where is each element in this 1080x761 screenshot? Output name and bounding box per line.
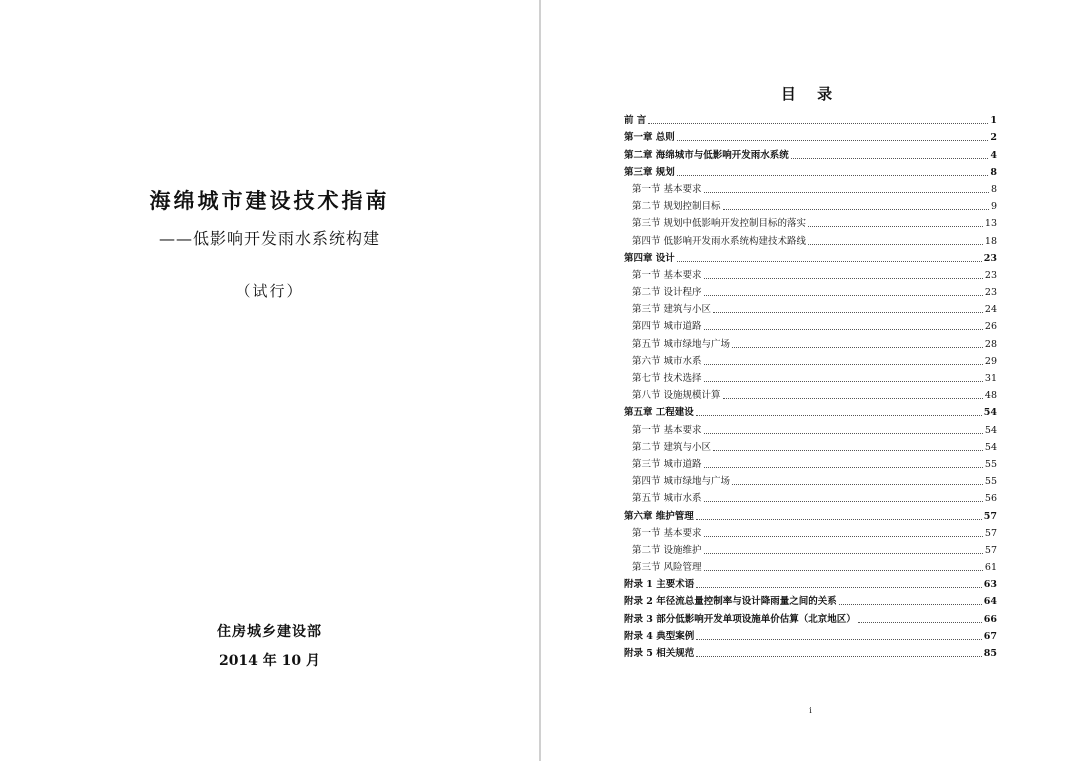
toc-entry-page-number: 56	[984, 493, 997, 505]
cover-title: 海绵城市建设技术指南	[149, 188, 390, 213]
toc-dot-leader	[704, 278, 983, 279]
toc-entry-page-number: 55	[984, 458, 997, 470]
toc-section-entry[interactable]	[624, 212, 997, 229]
toc-dot-leader	[704, 536, 983, 537]
toc-section-entry[interactable]	[624, 436, 997, 453]
toc-chapter-entry[interactable]	[624, 109, 997, 126]
toc-section-entry[interactable]	[624, 229, 997, 246]
toc-chapter-entry[interactable]	[624, 161, 997, 178]
toc-entry-label: 前 言	[624, 115, 647, 127]
toc-entry-label: 附录 3 部分低影响开发单项设施单价估算（北京地区）	[624, 613, 856, 625]
toc-entry-label: 第三节 城市道路	[632, 458, 702, 470]
toc-section-entry[interactable]	[624, 367, 997, 384]
toc-entry-label: 第四节 城市道路	[632, 321, 702, 333]
toc-dot-leader	[704, 433, 983, 434]
toc-dot-leader	[696, 587, 982, 588]
toc-chapter-entry[interactable]	[624, 607, 997, 624]
page-number: i	[809, 706, 812, 715]
toc-dot-leader	[696, 639, 982, 640]
toc-dot-leader	[704, 329, 983, 330]
toc-entry-page-number: 61	[984, 562, 997, 574]
toc-entry-label: 第三节 风险管理	[632, 562, 702, 574]
cover-subtitle: ——低影响开发雨水系统构建	[158, 229, 380, 248]
toc-dot-leader	[648, 123, 988, 124]
toc-heading: 目 录	[780, 85, 841, 103]
toc-entry-label: 第一章 总则	[624, 132, 675, 144]
toc-dot-leader	[677, 261, 982, 262]
toc-chapter-entry[interactable]	[624, 401, 997, 418]
toc-entry-page-number: 57	[983, 510, 997, 522]
toc-dot-leader	[858, 622, 982, 623]
toc-dot-leader	[808, 226, 983, 227]
toc-entry-page-number: 57	[984, 527, 997, 539]
toc-entry-label: 第二节 规划控制目标	[632, 201, 721, 213]
toc-section-entry[interactable]	[624, 487, 997, 504]
toc-entry-page-number: 8	[990, 183, 997, 195]
toc-entry-page-number: 1	[990, 115, 997, 127]
toc-entry-label: 第四节 低影响开发雨水系统构建技术路线	[632, 235, 807, 247]
toc-dot-leader	[696, 519, 982, 520]
toc-dot-leader	[704, 192, 989, 193]
toc-entry-label: 第七节 技术选择	[632, 373, 702, 384]
toc-section-entry[interactable]	[624, 350, 997, 367]
toc-entry-label: 第三节 建筑与小区	[632, 304, 712, 316]
toc-dot-leader	[704, 364, 983, 365]
toc-list	[624, 109, 997, 659]
toc-entry-page-number: 18	[984, 235, 997, 247]
toc-entry-page-number: 57	[984, 544, 997, 556]
toc-dot-leader	[704, 381, 983, 382]
toc-entry-label: 附录 4 典型案例	[624, 630, 695, 642]
toc-dot-leader	[704, 570, 983, 571]
toc-entry-page-number: 13	[984, 218, 997, 230]
toc-dot-leader	[713, 450, 983, 451]
toc-entry-page-number: 64	[983, 596, 997, 608]
toc-entry-page-number: 9	[990, 201, 997, 213]
toc-entry-page-number: 63	[983, 579, 997, 591]
toc-entry-label: 第六节 城市水系	[632, 355, 702, 367]
toc-entry-page-number: 26	[984, 321, 997, 333]
toc-dot-leader	[723, 398, 983, 399]
cover-page	[0, 0, 539, 761]
toc-entry-page-number: 48	[984, 390, 997, 402]
toc-entry-label: 第二节 建筑与小区	[632, 441, 712, 453]
toc-chapter-entry[interactable]	[624, 504, 997, 521]
toc-entry-page-number: 4	[990, 149, 997, 161]
toc-dot-leader	[808, 244, 983, 245]
toc-section-entry[interactable]	[624, 298, 997, 315]
toc-chapter-entry[interactable]	[624, 247, 997, 264]
toc-section-entry[interactable]	[624, 178, 997, 195]
toc-entry-page-number: 54	[983, 407, 997, 419]
toc-entry-page-number: 23	[983, 252, 997, 264]
toc-chapter-entry[interactable]	[624, 590, 997, 607]
toc-entry-label: 第一节 基本要求	[632, 269, 702, 281]
cover-trial-label: （试行）	[235, 282, 304, 300]
toc-entry-label: 第五节 城市绿地与广场	[632, 338, 731, 350]
toc-entry-page-number: 23	[984, 287, 997, 299]
toc-dot-leader	[704, 295, 983, 296]
toc-entry-page-number: 54	[984, 424, 997, 436]
toc-entry-label: 第六章 维护管理	[624, 510, 694, 522]
toc-dot-leader	[696, 656, 982, 657]
toc-dot-leader	[704, 501, 983, 502]
toc-entry-label: 第二章 海绵城市与低影响开发雨水系统	[624, 149, 789, 161]
cover-publisher: 住房城乡建设部	[217, 624, 322, 640]
toc-dot-leader	[677, 140, 989, 141]
toc-dot-leader	[713, 312, 983, 313]
toc-section-entry[interactable]	[624, 453, 997, 470]
toc-section-entry[interactable]	[624, 332, 997, 349]
toc-dot-leader	[723, 209, 989, 210]
toc-entry-label: 附录 2 年径流总量控制率与设计降雨量之间的关系	[624, 596, 837, 608]
toc-entry-page-number: 24	[984, 304, 997, 316]
toc-entry-label: 第二节 设施维护	[632, 544, 702, 556]
toc-dot-leader	[696, 415, 982, 416]
toc-chapter-entry[interactable]	[624, 143, 997, 160]
toc-entry-label: 第一节 基本要求	[632, 424, 702, 436]
toc-entry-label: 第三节 规划中低影响开发控制目标的落实	[632, 218, 807, 230]
toc-entry-label: 第四节 城市绿地与广场	[632, 476, 731, 488]
toc-chapter-entry[interactable]	[624, 126, 997, 143]
toc-entry-label: 第八节 设施规模计算	[632, 390, 721, 402]
toc-section-entry[interactable]	[624, 556, 997, 573]
toc-entry-label: 第二节 设计程序	[632, 287, 702, 299]
toc-page	[541, 0, 1080, 761]
toc-dot-leader	[677, 175, 989, 176]
toc-entry-page-number: 8	[990, 166, 997, 178]
toc-chapter-entry[interactable]	[624, 642, 997, 659]
toc-section-entry[interactable]	[624, 281, 997, 298]
toc-chapter-entry[interactable]	[624, 573, 997, 590]
toc-section-entry[interactable]	[624, 384, 997, 401]
toc-entry-label: 附录 5 相关规范	[624, 648, 695, 659]
toc-dot-leader	[732, 347, 983, 348]
toc-entry-label: 第一节 基本要求	[632, 527, 702, 539]
toc-section-entry[interactable]	[624, 522, 997, 539]
toc-entry-page-number: 31	[984, 373, 997, 384]
toc-entry-label: 附录 1 主要术语	[624, 579, 695, 591]
toc-entry-label: 第四章 设计	[624, 252, 675, 264]
toc-entry-page-number: 2	[990, 132, 997, 144]
toc-entry-label: 第一节 基本要求	[632, 183, 702, 195]
toc-chapter-entry[interactable]	[624, 625, 997, 642]
toc-section-entry[interactable]	[624, 470, 997, 487]
toc-dot-leader	[732, 484, 983, 485]
toc-entry-page-number: 67	[983, 630, 997, 642]
toc-entry-page-number: 54	[984, 441, 997, 453]
toc-section-entry[interactable]	[624, 195, 997, 212]
toc-entry-page-number: 55	[984, 476, 997, 488]
toc-entry-page-number: 28	[984, 338, 997, 350]
toc-dot-leader	[704, 553, 983, 554]
cover-date: 2014 年 10 月	[218, 653, 321, 669]
toc-entry-label: 第五章 工程建设	[624, 407, 694, 419]
toc-dot-leader	[704, 467, 983, 468]
toc-section-entry[interactable]	[624, 418, 997, 435]
toc-entry-page-number: 85	[983, 648, 997, 659]
toc-entry-label: 第三章 规划	[624, 166, 675, 178]
toc-section-entry[interactable]	[624, 264, 997, 281]
toc-section-entry[interactable]	[624, 539, 997, 556]
toc-entry-label: 第五节 城市水系	[632, 493, 702, 505]
toc-dot-leader	[791, 158, 989, 159]
toc-entry-page-number: 29	[984, 355, 997, 367]
toc-entry-page-number: 66	[983, 613, 997, 625]
toc-section-entry[interactable]	[624, 315, 997, 332]
toc-entry-page-number: 23	[984, 269, 997, 281]
toc-dot-leader	[839, 604, 982, 605]
